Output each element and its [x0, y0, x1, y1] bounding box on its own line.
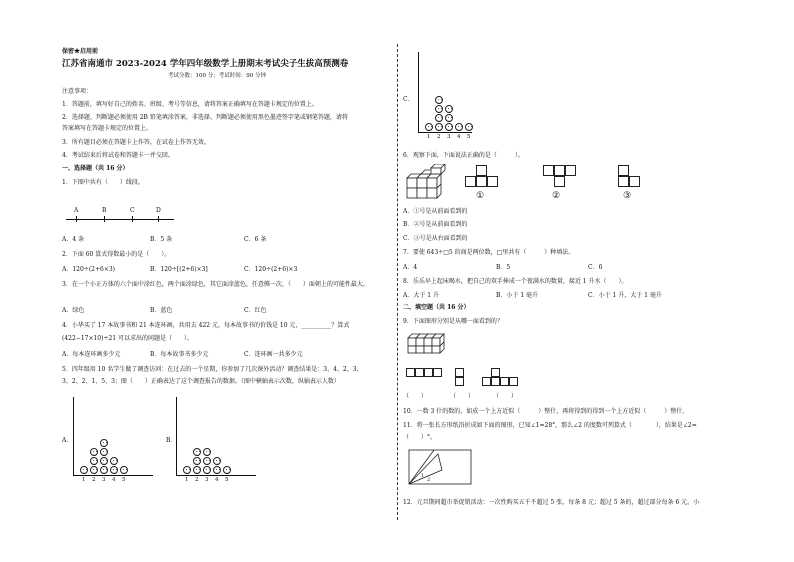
y-axis: [73, 397, 74, 475]
x-tick-label: 2: [195, 477, 199, 483]
x-tick-label: 3: [447, 134, 451, 140]
option-b[interactable]: B．120÷[(2+6)×3]: [150, 266, 208, 273]
option-c[interactable]: C．6 条: [244, 236, 267, 243]
smiley-icon: [183, 466, 191, 474]
smiley-icon: [203, 457, 211, 465]
question-stem: 3．在一个小正方体的六个面中涂红色，两个面涂绿色，其它面涂蓝色，任意掷一次，（ ）面朝上的可能性最大。: [62, 281, 369, 288]
option-c[interactable]: C．红色: [244, 307, 267, 314]
option-c[interactable]: C．小于 1 升，大于 1 毫升: [588, 292, 662, 299]
option-a[interactable]: A．绿色: [62, 307, 85, 314]
smiley-icon: [90, 466, 98, 474]
smiley-icon: [465, 123, 473, 131]
smiley-icon: [193, 457, 201, 465]
exam-meta: 考试分数：100 分；考试时间：90 分钟: [168, 73, 266, 79]
point-label: B: [102, 207, 107, 214]
smiley-icon: [90, 457, 98, 465]
smiley-icon: [213, 466, 221, 474]
secret-mark: 保密★启用前: [62, 48, 99, 55]
question-stem: 12．元旦期间超市举促销活动：一次性购买五千不超过 5 张，每条 8 元；超过 5 条的，超过部分每条 6 元。小: [403, 499, 700, 506]
question-stem: 11．将一张长方形纸沿折成如下面的图形，已知∠1=28°，那么∠2 的度数可列算式（ ），结果是∠2=: [403, 422, 697, 429]
option-b-label[interactable]: B．: [166, 437, 177, 444]
option-b[interactable]: B．②号是从前面看到的: [403, 221, 468, 228]
note-item: 1．答题前，填写好自己的姓名、班级、考号等信息，请将答案正确填写在答题卡规定的位置上。: [62, 101, 318, 108]
smiley-icon: [435, 96, 443, 104]
smiley-icon: [100, 448, 108, 456]
smiley-icon: [203, 448, 211, 456]
question-stem: 6．观察下面，下面说法正确的是（ ）。: [403, 152, 524, 159]
view-label: ②: [552, 191, 561, 201]
x-tick-label: 4: [457, 134, 461, 140]
x-tick-label: 1: [185, 477, 189, 483]
point-label: D: [156, 207, 161, 214]
x-axis: [176, 475, 256, 476]
x-tick-label: 5: [467, 134, 471, 140]
x-tick-label: 2: [437, 134, 441, 140]
smiley-icon: [120, 466, 128, 474]
x-axis: [73, 475, 153, 476]
question-stem: 9．下面图形分别是从哪一面看到的？: [403, 318, 503, 325]
question-stem: 4．小华买了 17 本故事书和 21 本连环画，共用去 422 元，每本故事书的价钱是 10 元，__________？算式: [62, 322, 350, 329]
smiley-icon: [203, 466, 211, 474]
angle-label: 2: [427, 477, 431, 483]
point-mark: [132, 216, 133, 222]
option-b[interactable]: B．5 条: [150, 236, 173, 243]
question-stem: 7．要使 643÷□5 的商是两位数，□里共有（ ）种填法。: [403, 249, 575, 256]
point-mark: [104, 216, 105, 222]
answer-blank[interactable]: （ ）: [493, 393, 518, 400]
smiley-icon: [435, 105, 443, 113]
view-label: ③: [623, 191, 632, 201]
y-axis: [418, 52, 419, 132]
x-tick-label: 5: [225, 477, 229, 483]
x-tick-label: 1: [82, 477, 86, 483]
option-b[interactable]: B．5: [496, 264, 511, 271]
smiley-icon: [223, 466, 231, 474]
option-c[interactable]: C．连环画一共多少元: [244, 351, 303, 358]
section-heading: 二、填空题（共 16 分）: [403, 304, 470, 311]
option-b[interactable]: B．蓝色: [150, 307, 173, 314]
option-a[interactable]: A．大于 1 升: [403, 292, 439, 299]
smiley-icon: [213, 457, 221, 465]
smiley-icon: [435, 123, 443, 131]
question-stem: 3、2、2、1、5、3；图（ ）正确表达了这个调查报告的数据。（图中横轴表示次数，纵轴表示人数）: [62, 378, 340, 385]
note-item: 4．考试结束后将试卷和答题卡一并交回。: [62, 152, 174, 159]
angle-label: 1: [421, 473, 425, 479]
smiley-icon: [110, 457, 118, 465]
question-stem: 2．下面 60 算式得数最小的是（ ）。: [62, 251, 171, 258]
smiley-icon: [193, 466, 201, 474]
smiley-icon: [435, 114, 443, 122]
column-divider: [397, 44, 398, 520]
smiley-icon: [100, 466, 108, 474]
x-tick-label: 5: [122, 477, 126, 483]
question-stem: 10．一数 3 什的数的，如成一个上方近似（ ）整什，再将得到的得到一个上方近似（ ）整什。: [403, 408, 689, 415]
view-label: ①: [476, 191, 485, 201]
note-item: 3．所有题目必须在答题卡上作答，在试卷上作答无效。: [62, 139, 210, 146]
smiley-icon: [455, 123, 463, 131]
x-tick-label: 2: [92, 477, 96, 483]
x-tick-label: 3: [102, 477, 106, 483]
option-a-label[interactable]: A．: [62, 437, 73, 444]
option-c-label[interactable]: C．: [403, 96, 414, 103]
x-tick-label: 4: [215, 477, 219, 483]
smiley-icon: [445, 123, 453, 131]
smiley-icon: [100, 439, 108, 447]
smiley-icon: [110, 466, 118, 474]
x-tick-label: 4: [112, 477, 116, 483]
y-axis: [176, 397, 177, 475]
x-axis: [418, 132, 472, 133]
question-stem: （ ）°。: [403, 434, 437, 441]
option-a[interactable]: A．120÷(2+6×3): [62, 266, 116, 273]
answer-blank[interactable]: （ ）: [403, 393, 428, 400]
question-stem: 5．四年级用 10 名学生做了调查访问：在过去的一个星期，你参加了几次课外活动？调查结果是：3、4、2、3、: [62, 366, 363, 373]
option-b[interactable]: B．每本故事书多少元: [150, 351, 209, 358]
x-tick-label: 3: [205, 477, 209, 483]
smiley-icon: [90, 448, 98, 456]
question-stem: (422−17×10)÷21 可以求出的问题是（ ）。: [62, 335, 194, 342]
option-a[interactable]: A．4: [403, 264, 418, 271]
option-c[interactable]: C．6: [588, 264, 603, 271]
question-stem: 8．乐乐早上起床喝水，把自己的双手捧成一个夜满水的数量，接近 1 升水（ ）。: [403, 278, 628, 285]
x-tick-label: 1: [427, 134, 431, 140]
question-stem: 1．下图中共有（ ）线段。: [62, 179, 144, 186]
smiley-icon: [100, 457, 108, 465]
point-label: A: [74, 207, 79, 214]
option-a[interactable]: A．①号是从前面看到的: [403, 208, 468, 215]
smiley-icon: [445, 114, 453, 122]
smiley-icon: [193, 448, 201, 456]
option-a[interactable]: A．每本连环画多少元: [62, 351, 121, 358]
smiley-icon: [425, 123, 433, 131]
notes-heading: 注意事项：: [62, 88, 93, 95]
smiley-icon: [445, 105, 453, 113]
option-c[interactable]: C．120÷(2+6)×3: [244, 266, 298, 273]
point-mark: [158, 216, 159, 222]
section-heading: 一、选择题（共 16 分）: [62, 165, 129, 172]
page-title: 江苏省南通市 2023-2024 学年四年级数学上册期末考试尖子生拔高预测卷: [62, 59, 349, 69]
answer-blank[interactable]: （ ）: [450, 393, 475, 400]
note-item: 2．选择题、判断题必须使用 2B 铅笔填涂答案，非选择、判断题必须使用黑色墨迹签字笔或钢笔答题，请将: [62, 114, 348, 121]
smiley-icon: [80, 466, 88, 474]
point-mark: [76, 216, 77, 222]
point-label: C: [130, 207, 135, 214]
option-c[interactable]: C．③号是从右面看到的: [403, 235, 468, 242]
note-item: 答案填写在答题卡规定的位置上。: [62, 125, 153, 132]
option-b[interactable]: B．小于 1 毫升: [496, 292, 539, 299]
option-a[interactable]: A．4 条: [62, 236, 85, 243]
